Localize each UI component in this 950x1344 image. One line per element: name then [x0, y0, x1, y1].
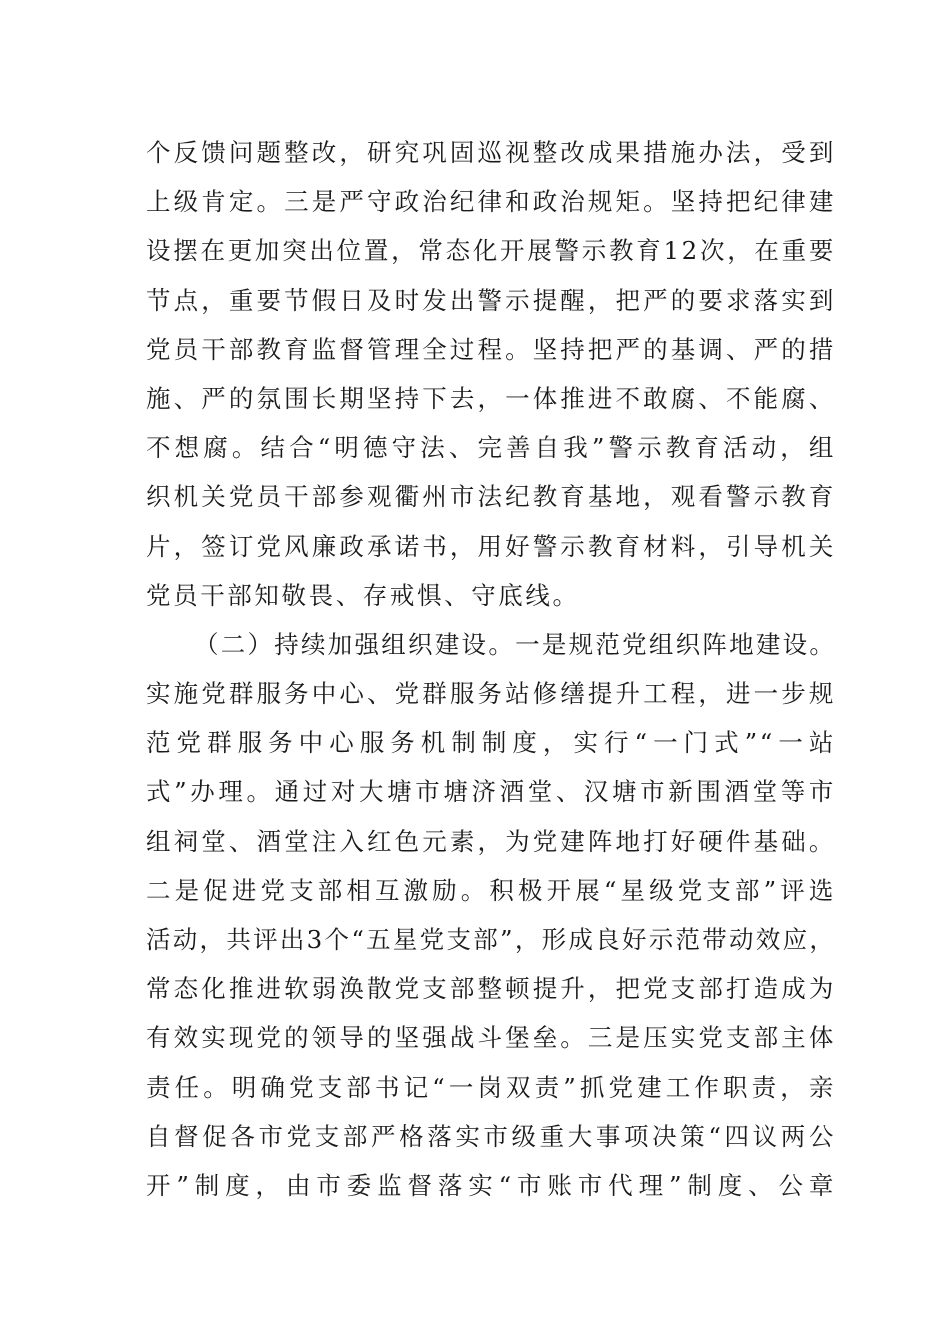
text-line: 织机关党员干部参观衢州市法纪教育基地，观看警示教育	[146, 482, 836, 512]
text-line: 活动，共评出3个“五星党支部”，形成良好示范带动效应，	[146, 925, 836, 954]
text-line: 开”制度，由市委监督落实“市账市代理”制度、公章	[146, 1170, 836, 1200]
text-line: 施、严的氛围长期坚持下去，一体推进不敢腐、不能腐、	[146, 383, 836, 413]
text-line: 实施党群服务中心、党群服务站修缮提升工程，进一步规	[146, 679, 836, 709]
text-line: 组祠堂、酒堂注入红色元素，为党建阵地打好硬件基础。	[146, 826, 836, 856]
text-line: 设摆在更加突出位置，常态化开展警示教育12次，在重要	[146, 236, 836, 266]
text-line: 节点，重要节假日及时发出警示提醒，把严的要求落实到	[146, 285, 836, 315]
text-line: 责任。明确党支部书记“一岗双责”抓党建工作职责，亲	[146, 1072, 836, 1102]
text-line: 二是促进党支部相互激励。积极开展“星级党支部”评选	[146, 875, 836, 905]
text-line: 片，签订党风廉政承诺书，用好警示教育材料，引导机关	[146, 531, 836, 561]
text-line: 党员干部知敬畏、存戒惧、守底线。	[146, 580, 580, 610]
text-line: 上级肯定。三是严守政治纪律和政治规矩。坚持把纪律建	[146, 187, 836, 217]
text-line: 党员干部教育监督管理全过程。坚持把严的基调、严的措	[146, 334, 836, 364]
body-text	[146, 128, 836, 1210]
text-line: 范党群服务中心服务机制制度，实行“一门式”“一站	[146, 728, 836, 758]
text-line: 有效实现党的领导的坚强战斗堡垒。三是压实党支部主体	[146, 1023, 836, 1053]
text-line: 个反馈问题整改，研究巩固巡视整改成果措施办法，受到	[146, 138, 836, 167]
text-line: 常态化推进软弱涣散党支部整顿提升，把党支部打造成为	[146, 974, 836, 1004]
text-line: 式”办理。通过对大塘市塘济酒堂、汉塘市新围酒堂等市	[146, 777, 836, 807]
text-line: 不想腐。结合“明德守法、完善自我”警示教育活动，组	[146, 433, 836, 463]
text-line: 自督促各市党支部严格落实市级重大事项决策“四议两公	[146, 1121, 836, 1151]
section-heading-line: （二）持续加强组织建设。一是规范党组织阵地建设。	[194, 629, 836, 659]
